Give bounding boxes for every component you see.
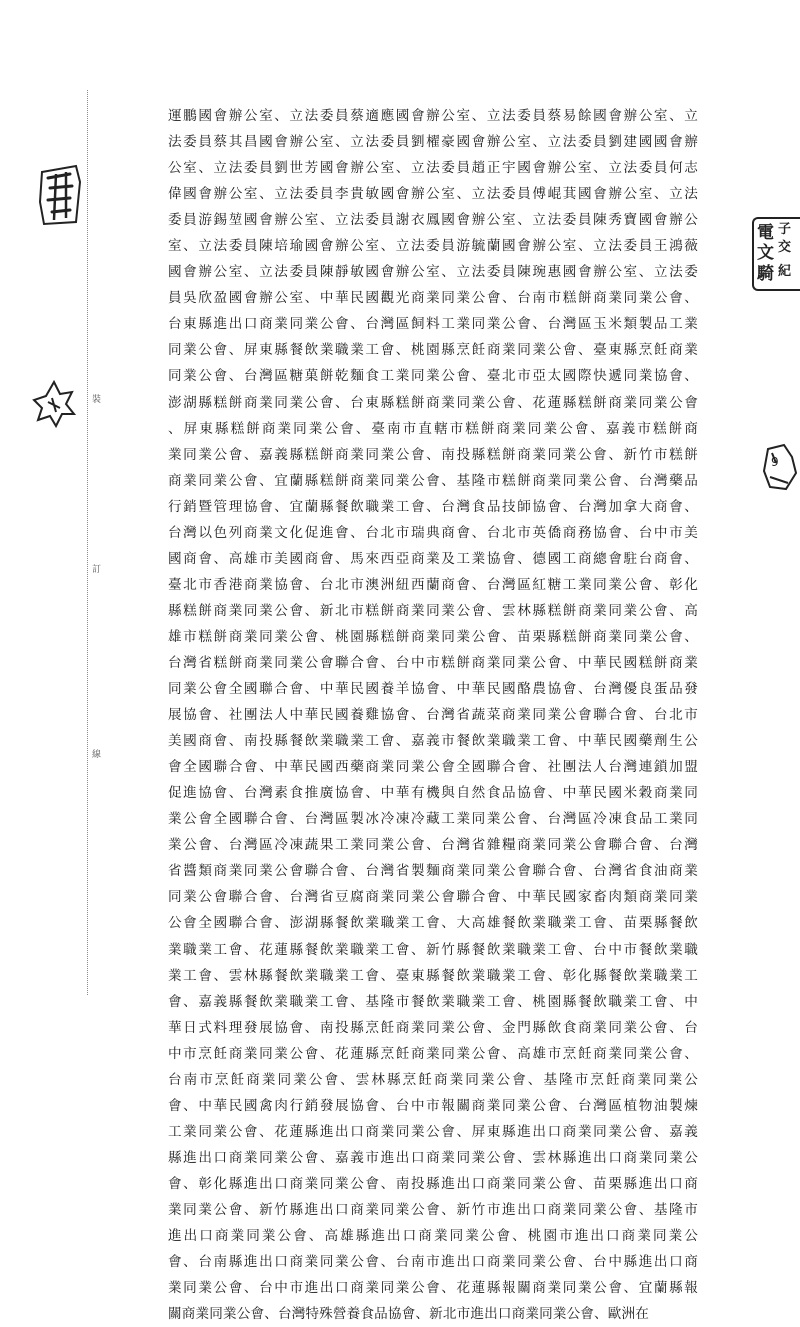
text-line: 華日式料理發展協會、南投縣烹飪商業同業公會、金門縣飲食商業同業公會、台 xyxy=(168,1019,698,1036)
text-line: 同業公會聯合會、台灣省豆腐商業同業公會聯合會、中華民國家畜肉類商業同業 xyxy=(168,889,698,906)
stamp-char: 紀 xyxy=(778,264,792,279)
text-line: 行銷暨管理協會、宜蘭縣餐飲職業工會、台灣食品技師協會、台灣加拿大商會、 xyxy=(168,498,698,515)
text-line: 業同業公會、台中市進出口商業同業公會、花蓮縣報關商業同業公會、宜蘭縣報 xyxy=(168,1280,698,1297)
stamp-char: 電 xyxy=(757,223,774,243)
text-line: 雄市糕餅商業同業公會、桃園縣糕餅商業同業公會、苗栗縣糕餅商業同業公會、 xyxy=(168,628,698,645)
text-line: 同業公會全國聯合會、中華民國養羊協會、中華民國酪農協會、台灣優良蛋品發 xyxy=(168,681,698,698)
text-line: 業職業工會、花蓮縣餐飲業職業工會、新竹縣餐飲業職業工會、台中市餐飲業職 xyxy=(168,941,698,958)
text-line: 員吳欣盈國會辦公室、中華民國觀光商業同業公會、台南市糕餅商業同業公會、 xyxy=(168,290,698,307)
binding-mark-xian: 線 xyxy=(92,750,102,760)
electronic-document-stamp xyxy=(752,217,800,291)
text-line: 運鵬國會辦公室、立法委員蔡適應國會辦公室、立法委員蔡易餘國會辦公室、立 xyxy=(168,108,698,124)
page-mark-outline-icon xyxy=(762,443,798,493)
stamp-char: 子 xyxy=(778,222,792,237)
text-line: 關商業同業公會、台灣特殊營養食品協會、新北市進出口商業同業公會、歐洲在 xyxy=(168,1306,650,1323)
text-line: 縣進出口商業同業公會、嘉義市進出口商業同業公會、雲林縣進出口商業同業公 xyxy=(168,1149,698,1166)
text-line: 業公會全國聯合會、台灣區製冰冷凍冷藏工業同業公會、台灣區冷凍食品工業同 xyxy=(168,811,698,828)
text-line: 法委員蔡其昌國會辦公室、立法委員劉櫂豪國會辦公室、立法委員劉建國國會辦 xyxy=(168,134,698,151)
text-line: 國會辦公室、立法委員陳靜敏國會辦公室、立法委員陳琬惠國會辦公室、立法委 xyxy=(168,264,698,281)
text-line: 台東縣進出口商業同業公會、台灣區飼料工業同業公會、台灣區玉米類製品工業 xyxy=(168,316,698,333)
text-line: 台灣省糕餅商業同業公會聯合會、台中市糕餅商業同業公會、中華民國糕餅商業 xyxy=(168,654,698,671)
text-line: 會、中華民國禽肉行銷發展協會、台中市報關商業同業公會、台灣區植物油製煉 xyxy=(168,1097,698,1114)
page-number: 9 xyxy=(771,455,779,469)
text-line: 業同業公會、嘉義縣糕餅商業同業公會、南投縣糕餅商業同業公會、新竹市糕餅 xyxy=(168,446,698,463)
text-line: 工業同業公會、花蓮縣進出口商業同業公會、屏東縣進出口商業同業公會、嘉義 xyxy=(168,1123,698,1140)
text-line: 公會全國聯合會、澎湖縣餐飲業職業工會、大高雄餐飲業職業工會、苗栗縣餐飲 xyxy=(168,915,698,932)
text-line: 會、嘉義縣餐飲業職業工會、基隆市餐飲業職業工會、桃園縣餐飲職業工會、中 xyxy=(168,993,698,1010)
text-line: 委員游錫堃國會辦公室、立法委員謝衣鳳國會辦公室、立法委員陳秀寶國會辦公 xyxy=(168,212,698,229)
stamp-char: 交 xyxy=(778,240,792,255)
text-line: 縣糕餅商業同業公會、新北市糕餅商業同業公會、雲林縣糕餅商業同業公會、高 xyxy=(168,602,698,619)
stamp-char: 騎 xyxy=(757,264,774,284)
left-seal-stamp xyxy=(36,162,84,228)
text-line: 台南市烹飪商業同業公會、雲林縣烹飪商業同業公會、基隆市烹飪商業同業公 xyxy=(168,1071,698,1088)
text-line: 會全國聯合會、中華民國西藥商業同業公會全國聯合會、社團法人台灣連鎖加盟 xyxy=(168,759,698,776)
text-line: 商業同業公會、宜蘭縣糕餅商業同業公會、基隆市糕餅商業同業公會、台灣藥品 xyxy=(168,472,698,489)
text-line: 、屏東縣糕餅商業同業公會、臺南市直轄市糕餅商業同業公會、嘉義市糕餅商 xyxy=(168,420,698,437)
binding-dotted-line xyxy=(87,90,88,995)
text-line: 美國商會、南投縣餐飲業職業工會、嘉義市餐飲業職業工會、中華民國藥劑生公 xyxy=(168,733,698,750)
text-line: 展協會、社團法人中華民國養雞協會、台灣省蔬菜商業同業公會聯合會、台北市 xyxy=(168,707,698,724)
binding-mark-ding: 訂 xyxy=(92,565,102,575)
text-line: 澎湖縣糕餅商業同業公會、台東縣糕餅商業同業公會、花蓮縣糕餅商業同業公會 xyxy=(168,394,698,411)
text-line: 同業公會、台灣區糖菓餅乾麵食工業同業公會、臺北市亞太國際快遞同業協會、 xyxy=(168,368,698,385)
text-line: 業同業公會、新竹縣進出口商業同業公會、新竹市進出口商業同業公會、基隆市 xyxy=(168,1201,698,1218)
text-line: 省醬類商業同業公會聯合會、台灣省製麵商業同業公會聯合會、台灣省食油商業 xyxy=(168,863,698,880)
text-line: 業公會、台灣區冷凍蔬果工業同業公會、台灣省雜糧商業同業公會聯合會、台灣 xyxy=(168,837,698,854)
text-line: 台灣以色列商業文化促進會、台北市瑞典商會、台北市英僑商務協會、台中市美 xyxy=(168,524,698,541)
text-line: 同業公會、屏東縣餐飲業職業工會、桃園縣烹飪商業同業公會、臺東縣烹飪商業 xyxy=(168,342,698,359)
text-line: 偉國會辦公室、立法委員李貴敏國會辦公室、立法委員傅崐萁國會辦公室、立法 xyxy=(168,186,698,203)
binding-mark-zhuang: 裝 xyxy=(92,395,102,405)
document-body xyxy=(168,103,698,1327)
text-line: 臺北市香港商業協會、台北市澳洲紐西蘭商會、台灣區紅糖工業同業公會、彰化 xyxy=(168,576,698,593)
page-number-mark xyxy=(762,443,798,493)
left-perforation-mark xyxy=(32,380,76,430)
text-line: 會、台南縣進出口商業同業公會、台南市進出口商業同業公會、台中縣進出口商 xyxy=(168,1254,698,1271)
text-line: 會、彰化縣進出口商業同業公會、南投縣進出口商業同業公會、苗栗縣進出口商 xyxy=(168,1175,698,1192)
text-line: 公室、立法委員劉世芳國會辦公室、立法委員趙正宇國會辦公室、立法委員何志 xyxy=(168,160,698,177)
stamp-char: 文 xyxy=(757,243,774,263)
text-line: 進出口商業同業公會、高雄縣進出口商業同業公會、桃園市進出口商業同業公 xyxy=(168,1228,698,1245)
text-line: 中市烹飪商業同業公會、花蓮縣烹飪商業同業公會、高雄市烹飪商業同業公會、 xyxy=(168,1045,698,1062)
text-line: 室、立法委員陳培瑜國會辦公室、立法委員游毓蘭國會辦公室、立法委員王鴻薇 xyxy=(168,238,698,255)
text-line: 業工會、雲林縣餐飲業職業工會、臺東縣餐飲業職業工會、彰化縣餐飲業職業工 xyxy=(168,967,698,984)
text-line: 國商會、高雄市美國商會、馬來西亞商業及工業協會、德國工商總會駐台商會、 xyxy=(168,550,698,567)
text-line: 促進協會、台灣素食推廣協會、中華有機與自然食品協會、中華民國米穀商業同 xyxy=(168,785,698,802)
